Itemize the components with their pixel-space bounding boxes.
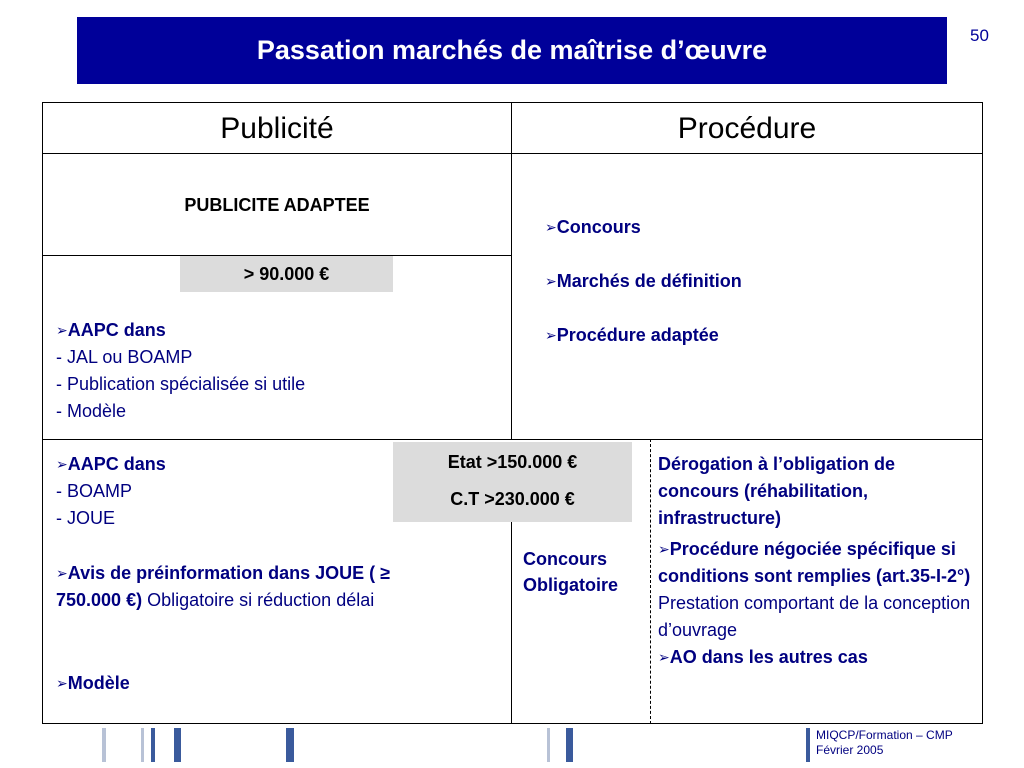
section1-aapc (56, 317, 496, 425)
arrow-bullet-icon: ➢ (56, 675, 68, 691)
derogation-heading: Dérogation à l’obligation de concours (réhabilitation, infrastructure) (658, 454, 896, 528)
arrow-bullet-icon: ➢ (658, 649, 670, 665)
procedure-list (545, 214, 965, 349)
footer-line1: MIQCP/Formation – CMP (816, 728, 953, 742)
arrow-bullet-icon: ➢ (545, 327, 557, 343)
negociee-block: ➢Procédure négociée spécifique si conditions sont remplies (art.35-I-2°) Prestation comportant de la conception d’ouvrage (658, 539, 971, 640)
header-publicite: Publicité (220, 112, 334, 145)
section1-item: - Modèle (56, 401, 127, 421)
section2-heading: AAPC dans (67, 454, 166, 474)
threshold-etat-ct (393, 442, 632, 522)
arrow-bullet-icon: ➢ (56, 565, 68, 581)
avis-normal: Obligatoire si réduction délai (147, 590, 375, 610)
threshold-ct: C.T >230.000 € (450, 489, 575, 509)
arrow-bullet-icon: ➢ (658, 541, 670, 557)
ao-autres-cas: ➢AO dans les autres cas (658, 647, 868, 667)
avis-bold: Avis de préinformation dans JOUE ( ≥ 750.000 €) (56, 563, 391, 610)
section2-avis (56, 560, 416, 614)
footer-text (816, 728, 953, 758)
section1-item: - Publication spécialisée si utile (56, 374, 306, 394)
threshold-etat: Etat >150.000 € (447, 452, 578, 472)
derogation-block (658, 451, 976, 671)
procedure-item: ➢Concours (545, 217, 641, 237)
procedure-item: ➢Procédure adaptée (545, 325, 719, 345)
section2-modele: ➢Modèle (56, 673, 130, 693)
procedure-item: ➢Marchés de définition (545, 271, 742, 291)
threshold-90000: > 90.000 € (180, 256, 393, 292)
publicite-adaptee-label: PUBLICITE ADAPTEE (184, 195, 370, 215)
section1-item: - JAL ou BOAMP (56, 347, 193, 367)
slide-title: Passation marchés de maîtrise d’œuvre (256, 35, 768, 65)
arrow-bullet-icon: ➢ (56, 322, 68, 338)
section2-aapc (56, 451, 406, 532)
arrow-bullet-icon: ➢ (545, 219, 557, 235)
arrow-bullet-icon: ➢ (545, 273, 557, 289)
header-procedure: Procédure (677, 112, 817, 145)
concours-obligatoire: Concours Obligatoire (523, 549, 619, 595)
section2-item: - JOUE (56, 508, 116, 528)
section1-heading: AAPC dans (67, 320, 166, 340)
section2-item: - BOAMP (56, 481, 133, 501)
footer-line2: Février 2005 (816, 743, 884, 757)
page-number: 50 (970, 26, 989, 45)
arrow-bullet-icon: ➢ (56, 456, 68, 472)
